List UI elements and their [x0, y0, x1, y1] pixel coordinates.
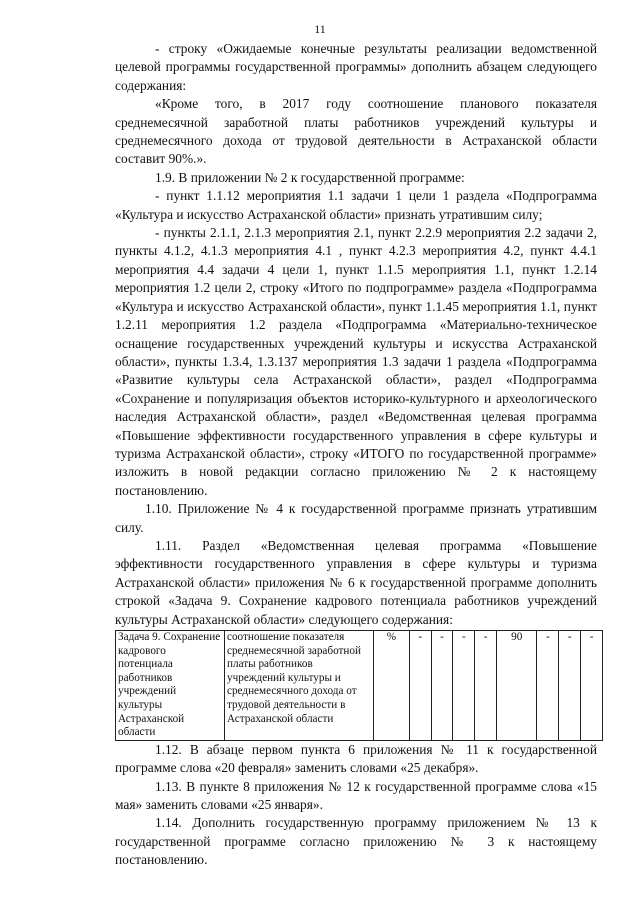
document-body: [115, 40, 597, 870]
paragraph: 1.12. В абзаце первом пункта 6 приложения № 11 к государственной программе слова «20 февраля» заменить словами «25 декабря».: [115, 741, 597, 776]
table-row: [116, 631, 603, 741]
paragraph: - пункт 1.1.12 мероприятия 1.1 задачи 1 цели 1 раздела «Подпрограмма «Культура и искусство Астраханской области» признать утратившим силу;: [115, 188, 597, 222]
table-cell-value: -: [453, 631, 475, 741]
table-cell-value: 90: [497, 631, 537, 741]
table-cell-indicator: соотношение показателя среднемесячной заработной платы работников учреждений культуры и среднемесячного дохода от трудовой деятельности в Астраханской области: [225, 631, 374, 741]
table-cell-value: -: [431, 631, 453, 741]
paragraph: 1.11. Раздел «Ведомственная целевая программа «Повышение эффективности государственного управления в сфере культуры и туризма Астраханской области» приложения № 6 к государственной программе дополнить строкой «Задача 9. Сохранение кадрового потенциала работников учреждений культуры Астраханской области» следующего содержания:: [115, 537, 597, 627]
paragraph: 1.10. Приложение № 4 к государственной программе признать утратившим силу.: [115, 501, 597, 535]
paragraph: - строку «Ожидаемые конечные результаты реализации ведомственной целевой программы государственной программы» дополнить абзацем следующего содержания:: [115, 41, 597, 93]
page-number: 11: [314, 22, 326, 36]
table-cell-unit: %: [374, 631, 410, 741]
paragraph: 1.14. Дополнить государственную программу приложением № 13 к государственной программе согласно приложению № 3 к настоящему постановлению.: [115, 815, 597, 868]
table-cell-task: Задача 9. Сохранение кадрового потенциала работников учреждений культуры Астраханской области: [116, 631, 225, 741]
table-cell-value: -: [559, 631, 581, 741]
table-cell-value: -: [475, 631, 497, 741]
paragraph: 1.13. В пункте 8 приложения № 12 к государственной программе слова «15 мая» заменить словами «25 января».: [115, 778, 597, 812]
task-table: [115, 630, 603, 741]
table-cell-value: -: [537, 631, 559, 741]
table-cell-value: -: [409, 631, 431, 741]
table-cell-value: -: [581, 631, 603, 741]
paragraph: 1.9. В приложении № 2 к государственной программе:: [155, 169, 465, 185]
paragraph: - пункты 2.1.1, 2.1.3 мероприятия 2.1, пункт 2.2.9 мероприятия 2.2 задачи 2, пункты 4.1.2, 4.1.3 мероприятия 4.1 , пункт 4.2.3 мероприятия 4.2, пункт 4.4.1 мероприятия 4.4 задачи 4 цели 1, пункт 1.1.5 мероприятия 1.1, пункт 1.2.14 мероприятия 1.2 цели 2, строку «Итого по подпрограмме» раздела «Подпрограмма «Культура и искусство Астраханской области», пункт 1.1.45 мероприятия 1.1, пункт 1.2.11 мероприятия 1.2 раздела «Подпрограмма «Материально-техническое оснащение государственных учреждений культуры и искусства Астраханской области», пункты 1.3.4, 1.3.137 мероприятия 1.3 задачи 1 раздела «Подпрограмма «Развитие культуры села Астраханской области», раздел «Подпрограмма «Сохранение и популяризация объектов историко-культурного и археологического наследия Астраханской области», раздел «Ведомственная целевая программа «Повышение эффективности государственного управления в сфере культуры и туризма Астраханской области», строку «ИТОГО по государственной программе» изложить в новой редакции согласно приложению № 2 к настоящему постановлению.: [115, 225, 597, 498]
paragraph: «Кроме того, в 2017 году соотношение планового показателя среднемесячной заработной платы работников учреждений культуры и среднемесячного дохода от трудовой деятельности в Астраханской области составит 90%.».: [115, 96, 597, 167]
